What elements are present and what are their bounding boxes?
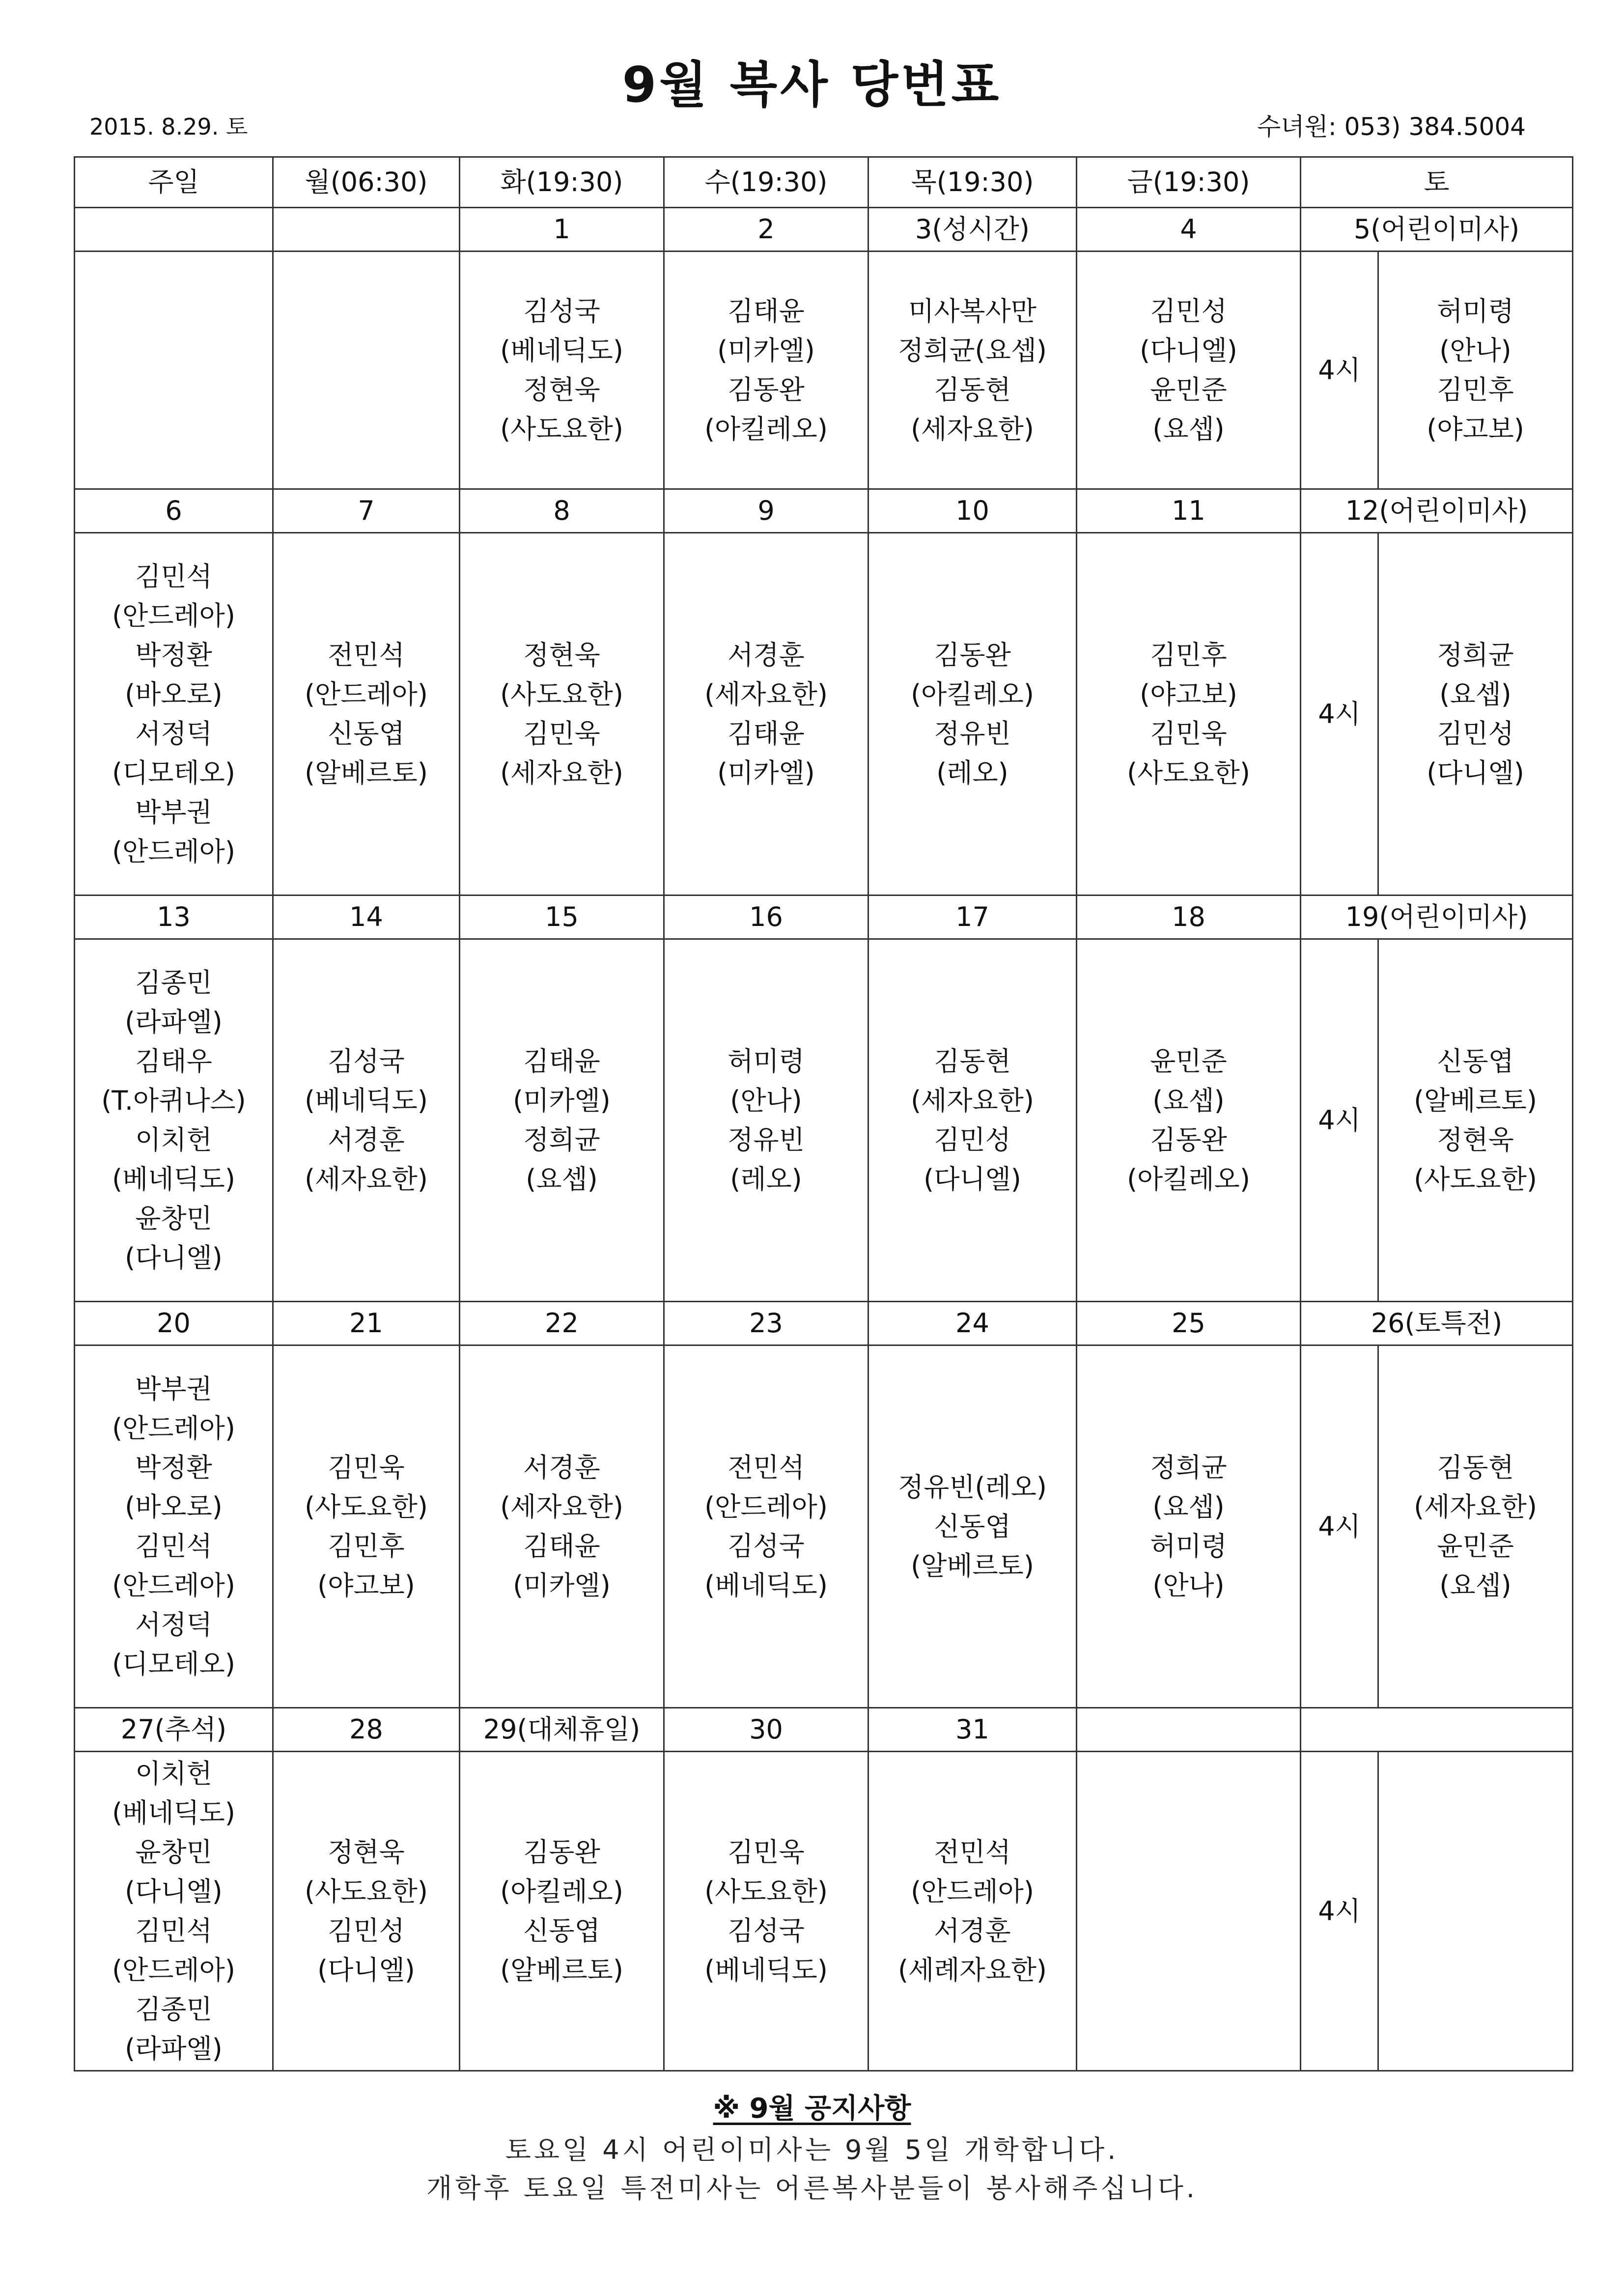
assignment-cell: 이치헌 (베네딕도) 윤창민 (다니엘) 김민석 (안드레아) 김종민 (라파엘)	[75, 1752, 273, 2071]
assignment-cell: 김종민 (라파엘) 김태우 (T.아퀴나스) 이치헌 (베네딕도) 윤창민 (다니엘)	[75, 939, 273, 1302]
assignment-cell: 김태윤 (미카엘) 김동완 (아킬레오)	[664, 252, 868, 489]
assignment-cell: 김동현 (세자요한) 김민성 (다니엘)	[868, 939, 1077, 1302]
date-cell: 23	[664, 1302, 868, 1345]
assignment-cell: 김동완 (아킬레오) 신동엽 (알베르토)	[460, 1752, 664, 2071]
header-wednesday: 수(19:30)	[664, 157, 868, 208]
assignment-cell: 김민성 (다니엘) 윤민준 (요셉)	[1077, 252, 1301, 489]
date-cell: 28	[273, 1708, 460, 1752]
assignment-cell: 김성국 (베네딕도) 서경훈 (세자요한)	[273, 939, 460, 1302]
assignment-cell: 김민석 (안드레아) 박정환 (바오로) 서정덕 (디모테오) 박부권 (안드레아)	[75, 533, 273, 896]
date-row	[75, 896, 1573, 939]
date-cell: 15	[460, 896, 664, 939]
assignment-cell: 서경훈 (세자요한) 김태윤 (미카엘)	[664, 533, 868, 896]
header-monday: 월(06:30)	[273, 157, 460, 208]
date-cell: 22	[460, 1302, 664, 1345]
date-cell: 8	[460, 489, 664, 533]
date-cell: 26(토특전)	[1301, 1302, 1573, 1345]
assignment-cell: 정희균 (요셉) 허미령 (안나)	[1077, 1345, 1301, 1708]
assignment-cell	[1077, 1752, 1301, 2071]
assignment-row	[75, 533, 1573, 896]
assignment-cell: 서경훈 (세자요한) 김태윤 (미카엘)	[460, 1345, 664, 1708]
date-cell	[273, 208, 460, 252]
assignment-cell: 김민후 (야고보) 김민욱 (사도요한)	[1077, 533, 1301, 896]
date-row	[75, 208, 1573, 252]
saturday-time-cell: 4시	[1301, 533, 1378, 896]
assignment-cell: 김민욱 (사도요한) 김성국 (베네딕도)	[664, 1752, 868, 2071]
date-cell	[1301, 1708, 1573, 1752]
date-cell: 21	[273, 1302, 460, 1345]
assignment-cell	[75, 252, 273, 489]
date-cell: 20	[75, 1302, 273, 1345]
date-cell: 1	[460, 208, 664, 252]
assignment-cell: 김동완 (아킬레오) 정유빈 (레오)	[868, 533, 1077, 896]
assignment-cell: 윤민준 (요셉) 김동완 (아킬레오)	[1077, 939, 1301, 1302]
notice-heading-text: ※ 9월 공지사항	[713, 2093, 911, 2125]
assignment-cell: 전민석 (안드레아) 김성국 (베네딕도)	[664, 1345, 868, 1708]
assignment-row	[75, 1752, 1573, 2071]
assignment-cell: 정현욱 (사도요한) 김민욱 (세자요한)	[460, 533, 664, 896]
assignment-cell: 미사복사만 정희균(요셉) 김동현 (세자요한)	[868, 252, 1077, 489]
date-cell	[1077, 1708, 1301, 1752]
date-row	[75, 489, 1573, 533]
assignment-cell	[273, 252, 460, 489]
saturday-time-cell: 4시	[1301, 1752, 1378, 2071]
date-row	[75, 1302, 1573, 1345]
altar-server-schedule-table	[74, 156, 1573, 2071]
date-cell: 9	[664, 489, 868, 533]
assignment-cell: 김민욱 (사도요한) 김민후 (야고보)	[273, 1345, 460, 1708]
assignment-cell: 정현욱 (사도요한) 김민성 (다니엘)	[273, 1752, 460, 2071]
saturday-assignment-cell: 김동현 (세자요한) 윤민준 (요셉)	[1378, 1345, 1573, 1708]
saturday-assignment-cell: 허미령 (안나) 김민후 (야고보)	[1378, 252, 1573, 489]
assignment-row	[75, 252, 1573, 489]
document-date: 2015. 8.29. 토	[89, 113, 248, 140]
assignment-cell: 박부권 (안드레아) 박정환 (바오로) 김민석 (안드레아) 서정덕 (디모테오)	[75, 1345, 273, 1708]
date-cell: 16	[664, 896, 868, 939]
assignment-row	[75, 1345, 1573, 1708]
date-cell: 10	[868, 489, 1077, 533]
date-cell: 5(어린이미사)	[1301, 208, 1573, 252]
date-cell: 2	[664, 208, 868, 252]
convent-contact: 수녀원: 053) 384.5004	[1257, 112, 1526, 141]
saturday-time-cell: 4시	[1301, 1345, 1378, 1708]
saturday-assignment-cell: 신동엽 (알베르토) 정현욱 (사도요한)	[1378, 939, 1573, 1302]
saturday-time-cell: 4시	[1301, 252, 1378, 489]
date-cell: 4	[1077, 208, 1301, 252]
date-cell: 14	[273, 896, 460, 939]
date-cell: 13	[75, 896, 273, 939]
assignment-cell: 허미령 (안나) 정유빈 (레오)	[664, 939, 868, 1302]
date-cell: 17	[868, 896, 1077, 939]
assignment-cell: 김성국 (베네딕도) 정현욱 (사도요한)	[460, 252, 664, 489]
notice-heading	[0, 2087, 1624, 2126]
date-cell: 12(어린이미사)	[1301, 489, 1573, 533]
assignment-cell: 전민석 (안드레아) 서경훈 (세례자요한)	[868, 1752, 1077, 2071]
header-sunday: 주일	[75, 157, 273, 208]
date-cell: 18	[1077, 896, 1301, 939]
saturday-assignment-cell: 정희균 (요셉) 김민성 (다니엘)	[1378, 533, 1573, 896]
header-thursday: 목(19:30)	[868, 157, 1077, 208]
header-tuesday: 화(19:30)	[460, 157, 664, 208]
date-cell: 6	[75, 489, 273, 533]
date-cell: 24	[868, 1302, 1077, 1345]
notice-line-2: 개학후 토요일 특전미사는 어른복사분들이 봉사해주십니다.	[426, 2173, 1198, 2204]
date-cell: 27(추석)	[75, 1708, 273, 1752]
date-cell: 25	[1077, 1302, 1301, 1345]
header-friday: 금(19:30)	[1077, 157, 1301, 208]
date-cell: 30	[664, 1708, 868, 1752]
assignment-cell: 김태윤 (미카엘) 정희균 (요셉)	[460, 939, 664, 1302]
saturday-assignment-cell	[1378, 1752, 1573, 2071]
notice-line-1: 토요일 4시 어린이미사는 9월 5일 개학합니다.	[505, 2134, 1119, 2165]
date-cell: 19(어린이미사)	[1301, 896, 1573, 939]
date-cell: 3(성시간)	[868, 208, 1077, 252]
assignment-cell: 전민석 (안드레아) 신동엽 (알베르토)	[273, 533, 460, 896]
date-cell: 31	[868, 1708, 1077, 1752]
date-cell	[75, 208, 273, 252]
assignment-cell: 정유빈(레오) 신동엽 (알베르토)	[868, 1345, 1077, 1708]
header-row	[75, 157, 1573, 208]
date-row	[75, 1708, 1573, 1752]
date-cell: 11	[1077, 489, 1301, 533]
date-cell: 7	[273, 489, 460, 533]
assignment-row	[75, 939, 1573, 1302]
page-title: 9월 복사 당번표	[622, 56, 1002, 113]
date-cell: 29(대체휴일)	[460, 1708, 664, 1752]
header-saturday: 토	[1301, 157, 1573, 208]
saturday-time-cell: 4시	[1301, 939, 1378, 1302]
